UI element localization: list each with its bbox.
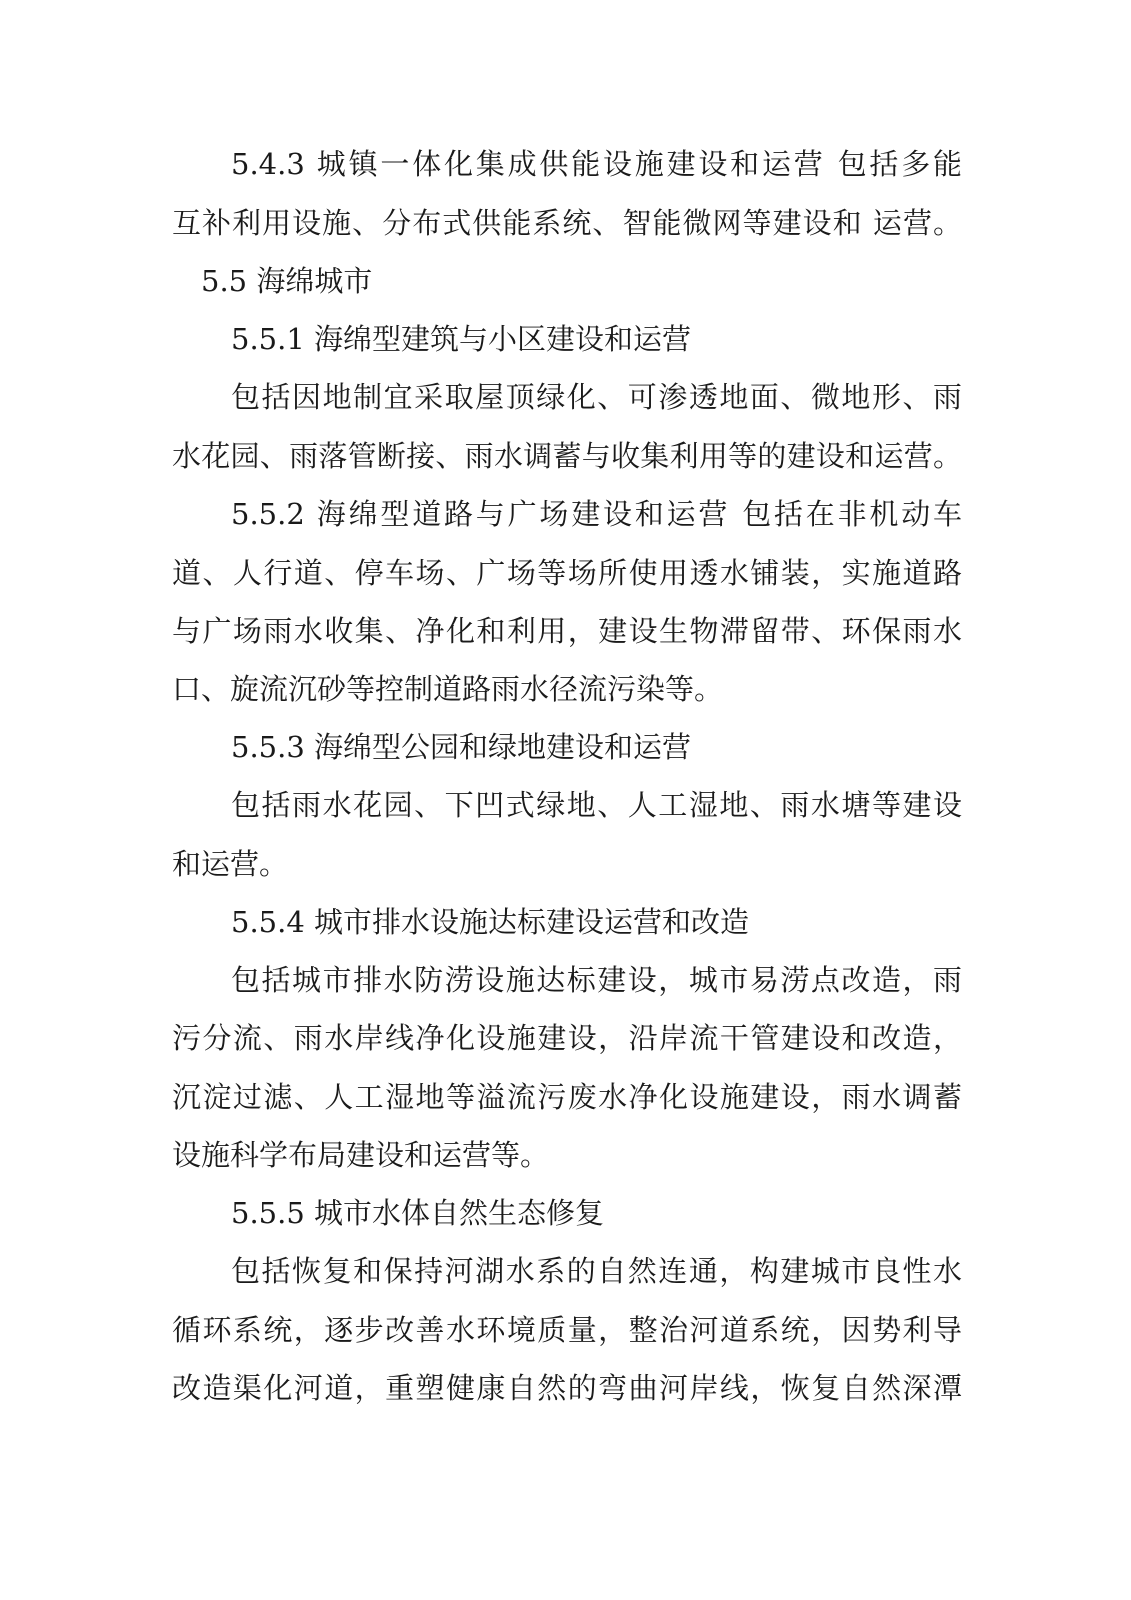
text-line: 包括雨水花园、下凹式绿地、人工湿地、雨水塘等建设 [231, 788, 962, 822]
text-line: 互补利用设施、分布式供能系统、智能微网等建设和 运营。 [172, 206, 962, 240]
text-line: 改造渠化河道，重塑健康自然的弯曲河岸线，恢复自然深潭 [172, 1371, 962, 1405]
text-line: 循环系统，逐步改善水环境质量，整治河道系统，因势利导 [172, 1313, 962, 1347]
text-line: 和运营。 [172, 847, 289, 881]
text-line: 污分流、雨水岸线净化设施建设，沿岸流干管建设和改造， [172, 1021, 962, 1055]
subsection-heading-5-5-5: 5.5.5 城市水体自然生态修复 [231, 1196, 605, 1230]
text-line: 道、人行道、停车场、广场等场所使用透水铺装，实施道路 [172, 556, 962, 590]
text-line: 沉淀过滤、人工湿地等溢流污废水净化设施建设，雨水调蓄 [172, 1080, 962, 1114]
subsection-heading-5-5-4: 5.5.4 城市排水设施达标建设运营和改造 [231, 905, 750, 939]
text-line: 包括因地制宜采取屋顶绿化、可渗透地面、微地形、雨 [231, 380, 962, 414]
section-heading-5-5: 5.5 海绵城市 [201, 264, 373, 298]
subsection-heading-5-5-2: 5.5.2 海绵型道路与广场建设和运营 包括在非机动车 [231, 497, 962, 531]
text-line: 与广场雨水收集、净化和利用，建设生物滞留带、环保雨水 [172, 614, 962, 648]
subsection-heading-5-5-1: 5.5.1 海绵型建筑与小区建设和运营 [231, 322, 692, 356]
subsection-heading-5-5-3: 5.5.3 海绵型公园和绿地建设和运营 [231, 730, 692, 764]
text-line: 水花园、雨落管断接、雨水调蓄与收集利用等的建设和运营。 [172, 439, 962, 473]
text-line: 设施科学布局建设和运营等。 [172, 1138, 550, 1172]
text-line: 包括恢复和保持河湖水系的自然连通，构建城市良性水 [231, 1254, 962, 1288]
text-line: 包括城市排水防涝设施达标建设，城市易涝点改造，雨 [231, 963, 962, 997]
text-line-5-4-3-heading: 5.4.3 城镇一体化集成供能设施建设和运营 包括多能 [231, 147, 962, 181]
text-line: 口、旋流沉砂等控制道路雨水径流污染等。 [172, 672, 724, 706]
